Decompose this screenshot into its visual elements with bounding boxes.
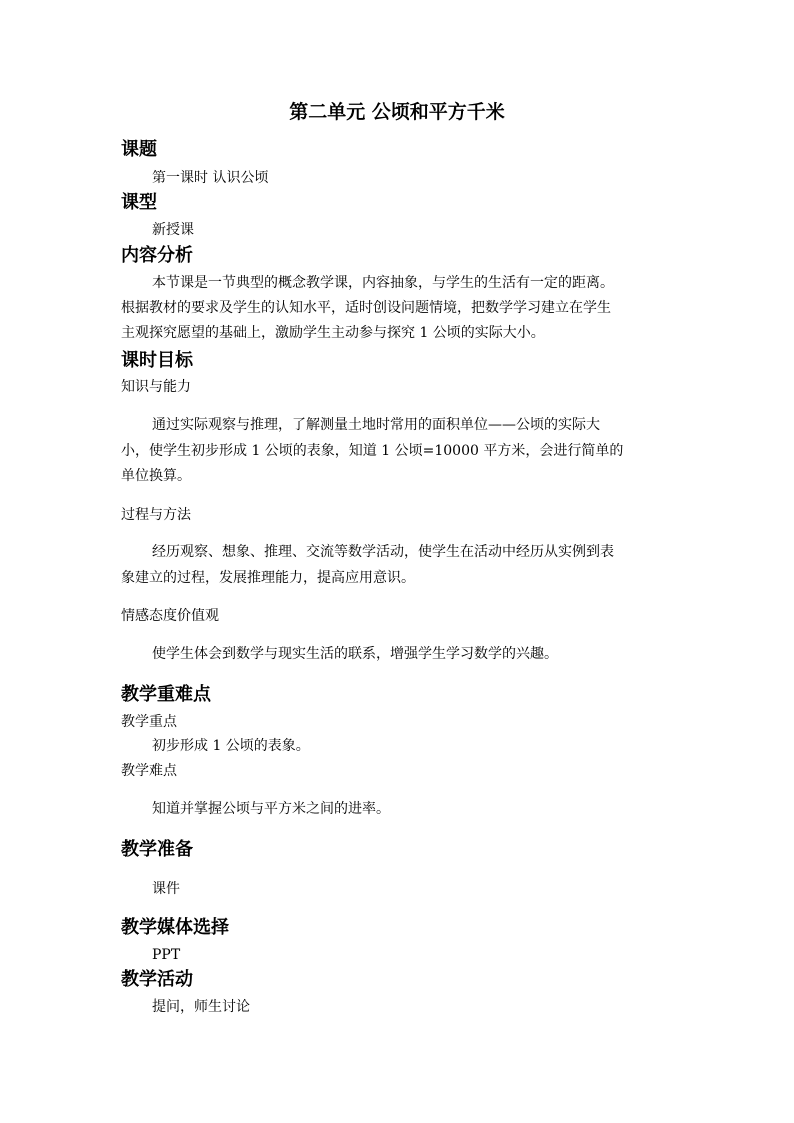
emotion-content: 使学生体会到数学与现实生活的联系，增强学生学习数学的兴趣。 xyxy=(152,646,558,662)
objectives-process-label: 过程与方法 xyxy=(121,507,191,523)
keypoints-key-label: 教学重点 xyxy=(121,714,177,730)
knowledge-line-1: 通过实际观察与推理，了解测量土地时常用的面积单位——公顷的实际大 xyxy=(152,417,600,433)
activity-content: 提问，师生讨论 xyxy=(152,999,250,1015)
media-content: PPT xyxy=(152,947,181,963)
analysis-line-1: 本节课是一节典型的概念教学课，内容抽象，与学生的生活有一定的距离。 xyxy=(152,275,614,291)
process-line-1: 经历观察、想象、推理、交流等数学活动，使学生在活动中经历从实例到表 xyxy=(152,544,614,560)
heading-keypoints: 教学重难点 xyxy=(121,684,211,705)
objectives-knowledge-label: 知识与能力 xyxy=(121,379,191,395)
topic-content: 第一课时 认识公顷 xyxy=(152,170,269,186)
heading-prep: 教学准备 xyxy=(121,839,193,860)
keypoints-difficult-label: 教学难点 xyxy=(121,763,177,779)
objectives-emotion-label: 情感态度价值观 xyxy=(121,608,219,624)
heading-media: 教学媒体选择 xyxy=(121,917,229,938)
type-content: 新授课 xyxy=(152,222,194,238)
heading-analysis: 内容分析 xyxy=(121,245,193,266)
knowledge-line-2: 小，使学生初步形成 1 公顷的表象，知道 1 公顷=10000 平方米，会进行简单的 xyxy=(121,443,624,459)
heading-activity: 教学活动 xyxy=(121,969,193,990)
analysis-line-3: 主观探究愿望的基础上，激励学生主动参与探究 1 公顷的实际大小。 xyxy=(121,325,545,341)
heading-objectives: 课时目标 xyxy=(121,350,193,371)
keypoints-difficult-content: 知道并掌握公顷与平方米之间的进率。 xyxy=(152,801,390,817)
document-title: 第二单元 公顷和平方千米 xyxy=(289,101,505,123)
keypoints-key-content: 初步形成 1 公顷的表象。 xyxy=(152,738,310,754)
knowledge-line-3: 单位换算。 xyxy=(121,468,191,484)
heading-type: 课型 xyxy=(121,192,157,213)
process-line-2: 象建立的过程，发展推理能力，提高应用意识。 xyxy=(121,570,415,586)
heading-topic: 课题 xyxy=(121,139,157,160)
analysis-line-2: 根据教材的要求及学生的认知水平，适时创设问题情境，把数学学习建立在学生 xyxy=(121,300,611,316)
prep-content: 课件 xyxy=(152,881,180,897)
